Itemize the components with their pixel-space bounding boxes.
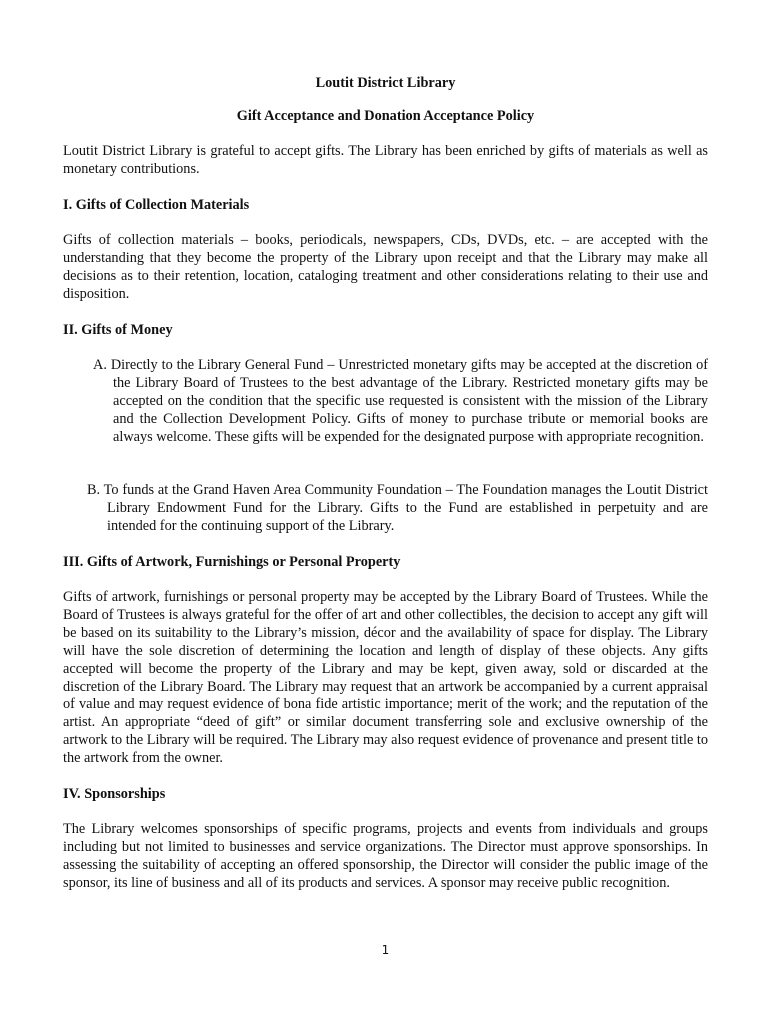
- section-heading-artwork: III. Gifts of Artwork, Furnishings or Personal Property: [63, 554, 401, 570]
- page-number: 1: [381, 943, 390, 957]
- intro-paragraph: Loutit District Library is grateful to accept gifts. The Library has been enriched by gifts of materials as well as monetary contributions.: [63, 143, 708, 177]
- list-item-general-fund: A. Directly to the Library General Fund – Unrestricted monetary gifts may be accepted at the discretion of the Library Board of Trustees to the best advantage of the Library. Restricted monetary gifts may be accepted on the condition that the specific use requested is consistent with the mission of the Library and the Collection Development Policy. Gifts of money to purchase tribute or memorial books are always welcome. These gifts will be expended for the designated purpose with appropriate recognition.: [93, 357, 708, 445]
- section-heading-gifts-of-money: II. Gifts of Money: [63, 322, 173, 338]
- list-item-community-foundation: B. To funds at the Grand Haven Area Community Foundation – The Foundation manages the Loutit District Library Endowment Fund for the Library. Gifts to the Fund are established in perpetuity and are intended for the continuing support of the Library.: [87, 482, 708, 534]
- section-heading-collection-materials: I. Gifts of Collection Materials: [63, 197, 250, 213]
- section-heading-sponsorships: IV. Sponsorships: [63, 786, 166, 802]
- org-title: Loutit District Library: [315, 75, 456, 91]
- document-page: [63, 0, 708, 1024]
- section-body-artwork: Gifts of artwork, furnishings or personal property may be accepted by the Library Board of Trustees. While the Board of Trustees is always grateful for the offer of art and other collectibles, the decision to accept any gift will be based on its suitability to the Library’s mission, décor and the availability of space for display. The Library will have the sole discretion of determining the location and length of display of these objects. Any gifts accepted will become the property of the Library and may be kept, given away, sold or discarded at the discretion of the Library Board. The Library may request that an artwork be accompanied by a current appraisal of value and may request evidence of bona fide artistic importance; merit of the work; and the reputation of the artist. An appropriate “deed of gift” or similar document transferring sole and exclusive ownership of the artwork to the Library will be required. The Library may also request evidence of provenance and present title to the artwork from the owner.: [63, 589, 708, 767]
- section-body-collection-materials: Gifts of collection materials – books, periodicals, newspapers, CDs, DVDs, etc. – are accepted with the understanding that they become the property of the Library upon receipt and that the Library may make all decisions as to their retention, location, cataloging treatment and other considerations relating to their use and disposition.: [63, 232, 708, 302]
- policy-title: Gift Acceptance and Donation Acceptance Policy: [236, 108, 535, 124]
- section-body-sponsorships: The Library welcomes sponsorships of specific programs, projects and events from individuals and groups including but not limited to businesses and service organizations. The Director must approve sponsorships. In assessing the suitability of accepting an offered sponsorship, the Director will consider the public image of the sponsor, its line of business and all of its products and services. A sponsor may receive public recognition.: [63, 821, 708, 891]
